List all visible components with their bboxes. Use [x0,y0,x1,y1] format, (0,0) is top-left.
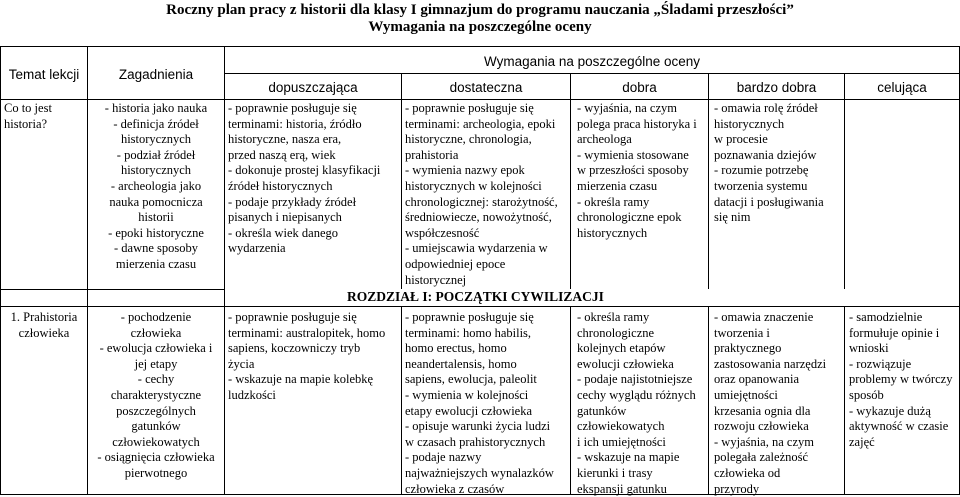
cell-text-line: przyrody [714,481,760,496]
cell-text-line: - wyjaśnia, na czym [714,434,814,449]
document-title: Roczny plan pracy z historii dla klasy I gimnazjum do programu nauczania „Śladami przeszłości” [166,2,794,18]
cell-text-line: mierzenia czasu [115,256,197,271]
cell-text-line: przed naszą erą, wiek [228,147,336,162]
cell-text-line: człowiekowatych [577,419,665,434]
cell-text-line: terminami: australopitek, homo [228,325,386,340]
cell-text-line: człowieka od [714,465,781,480]
cell-text-line: tworzenia systemu [714,178,808,193]
cell-text-line: - poprawnie posługuje się [228,101,357,115]
cell-text-line: polega praca historyka i [577,116,697,131]
cell-text-line: - rozumie potrzebę [714,163,809,178]
cell-text-line: prahistoria [405,147,459,162]
cell-text-line: pierwotnego [124,465,188,480]
cell-text-line: homo erectus, homo [405,341,507,356]
header-grade-dostateczna: dostateczna [449,80,523,95]
cell-text-line: - historia jako nauka [104,101,208,115]
cell-text-line: historycznych [714,116,785,131]
cell-text-line: terminami: historia, źródło [228,116,362,131]
cell-text-line: Co to jest [4,101,52,115]
cell-text-line: polegała zależność [714,450,809,465]
cell-text-line: historycznych [120,132,192,147]
cell-text-line: człowieka z czasów [405,481,505,496]
cell-text-line: zastosowania narzędzi [714,356,827,371]
cell-text-line: rozwoju człowieka [714,419,809,434]
cell-text-line: historii [138,210,174,225]
section-title: ROZDZIAŁ I: POCZĄTKI CYWILIZACJI [347,289,604,304]
cell-text-line: - podział źródeł [116,147,196,162]
cell-text-line: terminami: archeologia, epoki [405,116,556,131]
cell-text-line: wydarzenia [228,241,286,256]
cell-text-line: historyczne, chronologia, [405,132,532,147]
cell-text-line: najważniejszych wynalazków [405,465,554,480]
cell-text-line: - podaje przykłady źródeł [228,194,357,209]
header-grade-dopuszczajaca: dopuszczająca [268,80,358,95]
cell-text-line: formułuje opinie i [849,325,940,340]
cell-text-line: poszczególnych [116,403,196,418]
cell-text-line: poznawania dziejów [714,147,817,162]
header-grade-dobra: dobra [622,80,657,95]
cell-text-line: człowieka [130,325,182,340]
row-topic [4,101,86,132]
header-grade-celujaca: celująca [877,80,927,95]
cell-text-line: kierunki i trasy [577,465,653,480]
row-dopuszczajaca [228,101,400,257]
cell-text-line: - wskazuje na mapie kolebkę [228,372,374,387]
cell-text-line: - samodzielnie [849,310,923,324]
cell-text-line: i ich umiejętności [577,434,666,449]
cell-text-line: - wykazuje dużą [849,403,931,418]
cell-text-line: chronologiczne epok [577,210,682,225]
cell-text-line: historycznych [577,225,648,240]
row-zagadnienia [88,101,224,273]
cell-text-line: sapiens, ewolucja, paleolit [405,372,537,387]
cell-text-line: wnioski [849,341,889,356]
cell-text-line: zajęć [849,434,875,449]
row-bardzo-dobra [714,310,844,497]
cell-text-line: - umiejscawia wydarzenia w [405,241,548,256]
header-zagadnienia: Zagadnienia [118,67,194,82]
cell-text-line: - poprawnie posługuje się [228,310,357,324]
cell-text-line: średniowiecze, nowożytność, [405,210,552,225]
row-celujaca [849,310,959,450]
cell-text-line: neandertalensis, homo [405,356,517,371]
cell-text-line: aktywność w czasie [849,419,949,434]
cell-text-line: w czasach prahistorycznych [405,434,546,449]
cell-text-line: - cechy [137,372,175,387]
cell-text-line: archeologa [577,132,632,147]
cell-text-line: praktycznego [714,341,782,356]
row-dopuszczajaca [228,310,400,404]
cell-text-line: człowieka [18,325,70,340]
cell-text-line: problemy w twórczy [849,372,953,387]
cell-text-line: - poprawnie posługuje się [405,101,534,115]
cell-text-line: - poprawnie posługuje się [405,310,534,324]
cell-text-line: krzesania ognia dla [714,403,811,418]
row-topic [1,310,87,341]
cell-text-line: ludzkości [228,387,276,402]
cell-text-line: - omawia znaczenie [714,310,814,324]
cell-text-line: 1. Prahistoria [10,310,78,324]
row-dostateczna [405,310,570,497]
cell-text-line: - wyjaśnia, na czym [577,101,677,115]
cell-text-line: człowiekowatych [112,434,200,449]
cell-text-line: jej etapy [134,356,178,371]
cell-text-line: chronologicznej: starożytność, [405,194,558,209]
cell-text-line: w przeszłości sposoby [577,163,689,178]
cell-text-line: gatunków [131,419,181,434]
cell-text-line: odpowiedniej epoce [405,256,506,271]
cell-text-line: - epoki historyczne [108,225,204,240]
cell-text-line: - definicja źródeł [113,116,199,131]
header-grade-bardzo-dobra: bardzo dobra [736,80,817,95]
cell-text-line: - omawia rolę źródeł [714,101,818,115]
cell-text-line: datacji i posługiwania [714,194,824,209]
cell-text-line: historycznej [405,272,467,287]
cell-text-line: - rozwiązuje [849,356,912,371]
cell-text-line: - archeologia jako [110,178,202,193]
header-temat-lekcji: Temat lekcji [8,67,80,82]
cell-text-line: - wymienia nazwy epok [405,163,525,178]
row-bardzo-dobra [714,101,844,226]
cell-text-line: - opisuje warunki życia ludzi [405,419,551,434]
cell-text-line: - wymienia stosowane [577,147,689,162]
cell-text-line: nauka pomocnicza [109,194,203,209]
cell-text-line: - określa ramy [577,310,650,324]
cell-text-line: - ewolucja człowieka i [99,341,213,356]
cell-text-line: - dokonuje prostej klasyfikacji [228,163,381,178]
cell-text-line: - pochodzenie [120,310,192,324]
cell-text-line: - wymienia w kolejności [405,387,529,402]
cell-text-line: kolejnych etapów [577,341,666,356]
row-dobra [577,101,708,241]
cell-text-line: pisanych i niepisanych [228,210,342,225]
cell-text-line: gatunków [577,403,627,418]
cell-text-line: współczesność [405,225,480,240]
cell-text-line: oraz opanowania [714,372,800,387]
cell-text-line: cechy wyglądu różnych [577,387,696,402]
cell-text-line: - wskazuje na mapie [577,450,680,465]
row-dobra [577,310,708,497]
header-wymagania: Wymagania na poszczególne oceny [483,54,700,69]
cell-text-line: w procesie [714,132,768,147]
row-dostateczna [405,101,570,288]
cell-text-line: - określa wiek danego [228,225,339,240]
cell-text-line: - określa ramy [577,194,650,209]
cell-text-line: się nim [714,210,751,225]
cell-text-line: ewolucji człowieka [577,356,674,371]
cell-text-line: historia? [4,116,48,131]
cell-text-line: etapy ewolucji człowieka [405,403,533,418]
cell-text-line: ekspansji gatunku [577,481,667,496]
cell-text-line: terminami: homo habilis, [405,325,532,340]
cell-text-line: tworzenia i [714,325,770,340]
document-subtitle: Wymagania na poszczególne oceny [368,19,592,35]
cell-text-line: charakterystyczne [110,387,202,402]
cell-text-line: historycznych w kolejności [405,178,542,193]
cell-text-line: umiejętności [714,387,778,402]
row-zagadnienia [88,310,224,482]
cell-text-line: - podaje najistotniejsze [577,372,693,387]
cell-text-line: mierzenia czasu [577,178,658,193]
cell-text-line: historyczne, nasza era, [228,132,342,147]
cell-text-line: życia [228,356,255,371]
cell-text-line: sapiens, koczowniczy tryb [228,341,361,356]
cell-text-line: - osiągnięcia człowieka [97,450,215,465]
cell-text-line: - podaje nazwy [405,450,482,465]
cell-text-line: sposób [849,387,884,402]
cell-text-line: źródeł historycznych [228,178,333,193]
cell-text-line: historycznych [120,163,192,178]
cell-text-line: chronologiczne [577,325,655,340]
cell-text-line: - dawne sposoby [113,241,198,256]
